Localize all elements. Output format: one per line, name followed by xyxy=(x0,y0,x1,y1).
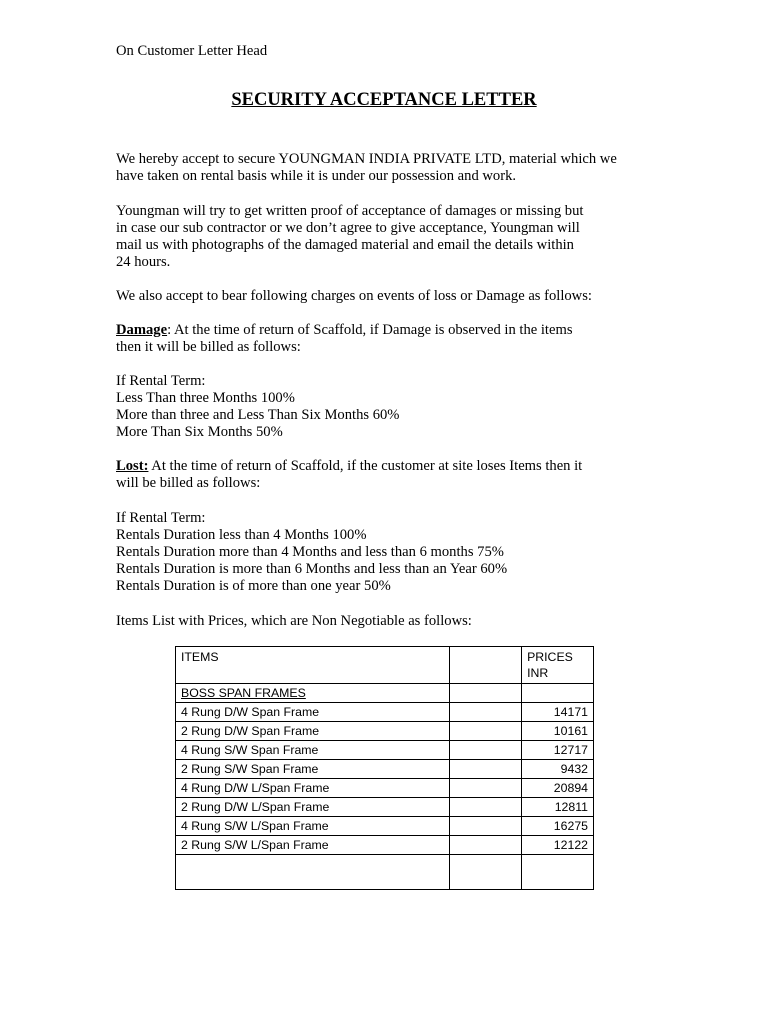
section-label: BOSS SPAN FRAMES xyxy=(176,684,450,703)
damage-line1-text: : At the time of return of Scaffold, if Damage is observed in the items xyxy=(167,322,573,338)
item-name: 4 Rung S/W Span Frame xyxy=(176,741,450,760)
item-price: 12717 xyxy=(522,741,594,760)
para1-line1: We hereby accept to secure YOUNGMAN INDIA PRIVATE LTD, material which we xyxy=(116,151,617,167)
para2-line2: in case our sub contractor or we don’t agree to give acceptance, Youngman will xyxy=(116,220,580,236)
para1-line2: have taken on rental basis while it is under our possession and work. xyxy=(116,168,517,184)
damage-term-1: Less Than three Months 100% xyxy=(116,390,295,406)
table-section-row xyxy=(176,684,594,703)
para2-line3: mail us with photographs of the damaged material and email the details within xyxy=(116,237,574,253)
damage-line1 xyxy=(116,322,573,339)
items-intro: Items List with Prices, which are Non Negotiable as follows: xyxy=(116,613,472,629)
lost-line2: will be billed as follows: xyxy=(116,475,261,491)
lost-line1 xyxy=(116,458,582,475)
damage-term-heading: If Rental Term: xyxy=(116,373,206,389)
item-name: 2 Rung D/W L/Span Frame xyxy=(176,798,450,817)
item-price: 16275 xyxy=(522,817,594,836)
item-price: 20894 xyxy=(522,779,594,798)
para2-line4: 24 hours. xyxy=(116,254,171,270)
header-empty xyxy=(450,647,522,684)
lost-label: Lost: xyxy=(116,458,149,474)
table-row xyxy=(176,760,594,779)
lost-term-3: Rentals Duration is more than 6 Months and less than an Year 60% xyxy=(116,561,508,577)
damage-term-2: More than three and Less Than Six Months 60% xyxy=(116,407,400,423)
item-price: 12811 xyxy=(522,798,594,817)
damage-line2: then it will be billed as follows: xyxy=(116,339,301,355)
item-name: 4 Rung D/W L/Span Frame xyxy=(176,779,450,798)
damage-label: Damage xyxy=(116,322,168,338)
para2-line1: Youngman will try to get written proof of acceptance of damages or missing but xyxy=(116,203,584,219)
item-name: 4 Rung D/W Span Frame xyxy=(176,703,450,722)
page-title: SECURITY ACCEPTANCE LETTER xyxy=(231,90,537,110)
table-row xyxy=(176,722,594,741)
item-name: 2 Rung S/W L/Span Frame xyxy=(176,836,450,855)
item-name: 2 Rung S/W Span Frame xyxy=(176,760,450,779)
lost-line1-text: At the time of return of Scaffold, if the customer at site loses Items then it xyxy=(148,458,583,474)
table-row xyxy=(176,741,594,760)
lost-term-2: Rentals Duration more than 4 Months and less than 6 months 75% xyxy=(116,544,504,560)
header-note: On Customer Letter Head xyxy=(116,43,268,59)
header-items: ITEMS xyxy=(176,647,450,684)
table-row-empty xyxy=(176,855,594,890)
item-price: 9432 xyxy=(522,760,594,779)
item-price: 14171 xyxy=(522,703,594,722)
para3: We also accept to bear following charges on events of loss or Damage as follows: xyxy=(116,288,592,304)
item-name: 4 Rung S/W L/Span Frame xyxy=(176,817,450,836)
lost-term-heading: If Rental Term: xyxy=(116,510,206,526)
table-header-row xyxy=(176,647,594,684)
table-row xyxy=(176,798,594,817)
header-prices xyxy=(522,647,594,684)
table-row xyxy=(176,703,594,722)
table-row xyxy=(176,817,594,836)
damage-term-3: More Than Six Months 50% xyxy=(116,424,283,440)
lost-term-1: Rentals Duration less than 4 Months 100% xyxy=(116,527,367,543)
header-prices-line1: PRICES xyxy=(527,650,573,664)
header-prices-line2: INR xyxy=(527,666,549,680)
table-row xyxy=(176,779,594,798)
lost-term-4: Rentals Duration is of more than one year 50% xyxy=(116,578,391,594)
price-table xyxy=(175,646,594,890)
item-price: 10161 xyxy=(522,722,594,741)
item-price: 12122 xyxy=(522,836,594,855)
item-name: 2 Rung D/W Span Frame xyxy=(176,722,450,741)
table-row xyxy=(176,836,594,855)
